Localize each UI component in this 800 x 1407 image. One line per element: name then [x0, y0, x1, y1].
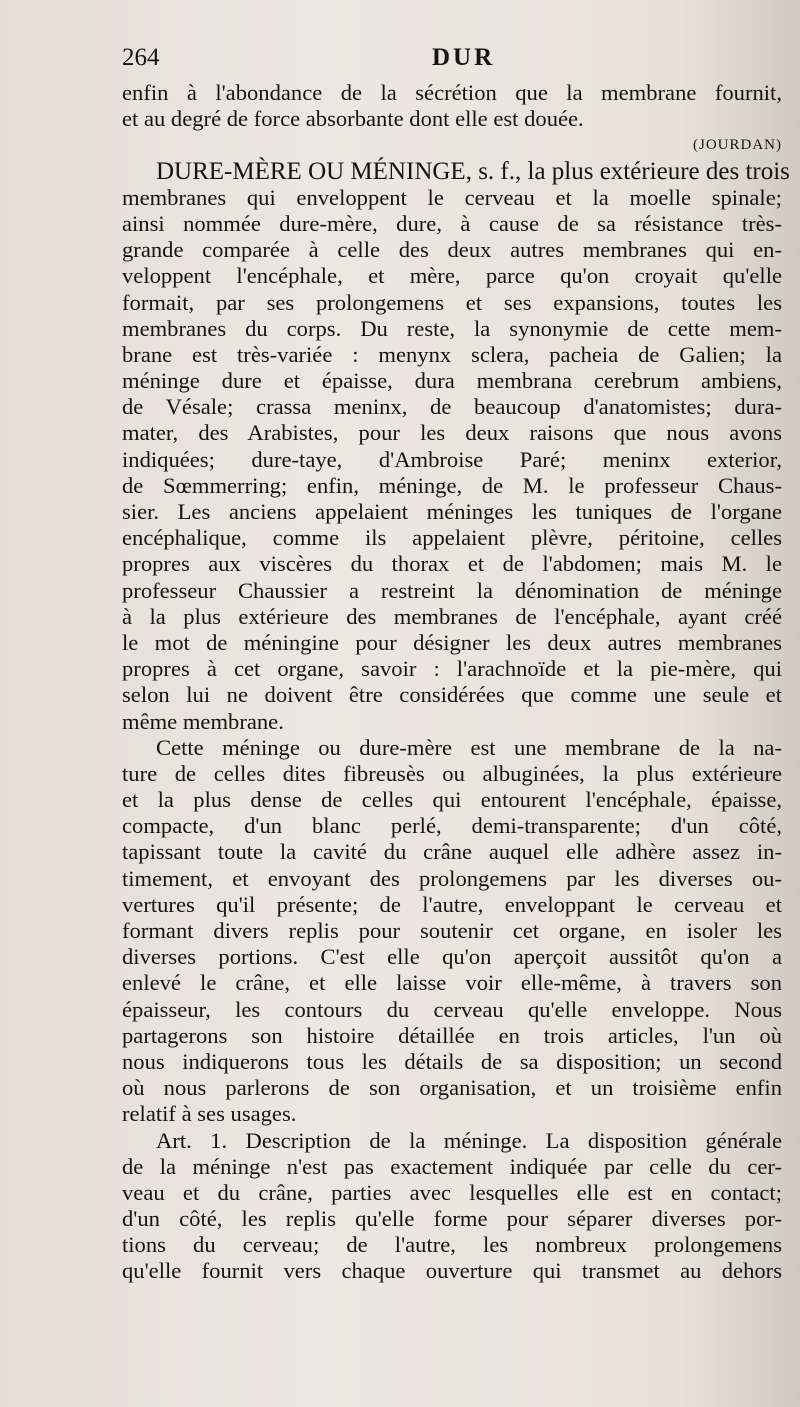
text-line: d'un côté, les replis qu'elle forme pour séparer diverses por- [122, 1206, 782, 1232]
text-line: Art. 1. Description de la méninge. La disposition générale [156, 1127, 782, 1153]
text-line: vertures qu'il présente; de l'autre, enveloppant le cerveau et [122, 891, 782, 917]
text-line: veau et du crâne, parties avec lesquelles elle est en contact; [122, 1179, 782, 1205]
text-line: propres aux viscères du thorax et de l'abdomen; mais M. le [122, 551, 782, 577]
text-line: veloppent l'encéphale, et mère, parce qu'on croyait qu'elle [122, 263, 782, 289]
text-line: enfin à l'abondance de la sécrétion que la membrane fournit, [122, 80, 782, 105]
text-line: membranes qui enveloppent le cerveau et la moelle spinale; [122, 184, 782, 210]
running-head: DUR [432, 44, 496, 71]
text-line: nous indiquerons tous les détails de sa disposition; un second [122, 1048, 782, 1074]
text-line: diverses portions. C'est elle qu'on aperçoit aussitôt qu'on a [122, 944, 782, 970]
text-line: où nous parlerons de son organisation, et un troisième enfin [122, 1075, 782, 1101]
text-line: ture de celles dites fibreusès ou albuginées, la plus extérieure [122, 760, 782, 786]
text-line: selon lui ne doivent être considérées que comme une seule et [122, 682, 782, 708]
text-line: grande comparée à celle des deux autres membranes qui en- [122, 237, 782, 263]
text-line: brane est très-variée : menynx sclera, pacheia de Galien; la [122, 341, 782, 367]
text-line: partagerons son histoire détaillée en trois articles, l'un où [122, 1022, 782, 1048]
text-line: propres à cet organe, savoir : l'arachnoïde et la pie-mère, qui [122, 656, 782, 682]
text-line: mater, des Arabistes, pour les deux raisons que nous avons [122, 420, 782, 446]
entry-heading-line: DURE-MÈRE OU MÉNINGE, s. f., la plus extérieure des trois [156, 157, 790, 185]
text-line: et au degré de force absorbante dont elle est douée. [122, 106, 584, 132]
text-line: Cette méninge ou dure-mère est une membrane de la na- [156, 734, 782, 760]
text-line: professeur Chaussier a restreint la dénomination de méninge [122, 577, 782, 603]
text-line: formant divers replis pour soutenir cet organe, en isoler les [122, 918, 782, 943]
text-line: ainsi nommée dure-mère, dure, à cause de sa résistance très- [122, 210, 782, 236]
text-line: le mot de méningine pour désigner les deux autres membranes [122, 629, 782, 655]
text-line: relatif à ses usages. [122, 1101, 297, 1127]
text-line: tions du cerveau; de l'autre, les nombreux prolongemens [122, 1232, 782, 1258]
article-text [122, 80, 790, 1285]
author-signature: (JOURDAN) [693, 137, 782, 154]
text-line: épaisseur, les contours du cerveau qu'elle enveloppe. Nous [122, 996, 782, 1022]
text-line: sier. Les anciens appelaient méninges les tuniques de l'organe [122, 499, 782, 524]
text-line: encéphalique, comme ils appelaient plèvre, péritoine, celles [122, 525, 782, 551]
text-line: et la plus dense de celles qui entourent l'encéphale, épaisse, [122, 787, 782, 813]
text-line: de la méninge n'est pas exactement indiquée par celle du cer- [122, 1153, 782, 1179]
text-line: de Vésale; crassa meninx, de beaucoup d'anatomistes; dura- [122, 394, 782, 420]
text-line: de Sœmmerring; enfin, méninge, de M. le professeur Chaus- [122, 472, 782, 498]
text-line: formait, par ses prolongemens et ses expansions, toutes les [122, 289, 782, 315]
text-line: méninge dure et épaisse, dura membrana cerebrum ambiens, [122, 368, 782, 394]
text-line: qu'elle fournit vers chaque ouverture qui transmet au dehors [122, 1258, 782, 1284]
text-line: indiquées; dure-taye, d'Ambroise Paré; meninx exterior, [122, 446, 782, 472]
text-line: à la plus extérieure des membranes de l'encéphale, ayant créé [122, 603, 782, 629]
text-line: membranes du corps. Du reste, la synonymie de cette mem- [122, 315, 782, 341]
text-line: enlevé le crâne, et elle laisse voir elle-même, à travers son [122, 970, 782, 996]
page-number: 264 [122, 44, 160, 71]
text-line: timement, et envoyant des prolongemens par les diverses ou- [122, 865, 782, 891]
text-line: compacte, d'un blanc perlé, demi-transparente; d'un côté, [122, 813, 782, 839]
text-line: tapissant toute la cavité du crâne auquel elle adhère assez in- [122, 839, 782, 865]
text-line: même membrane. [122, 708, 284, 734]
page-header [122, 44, 782, 78]
